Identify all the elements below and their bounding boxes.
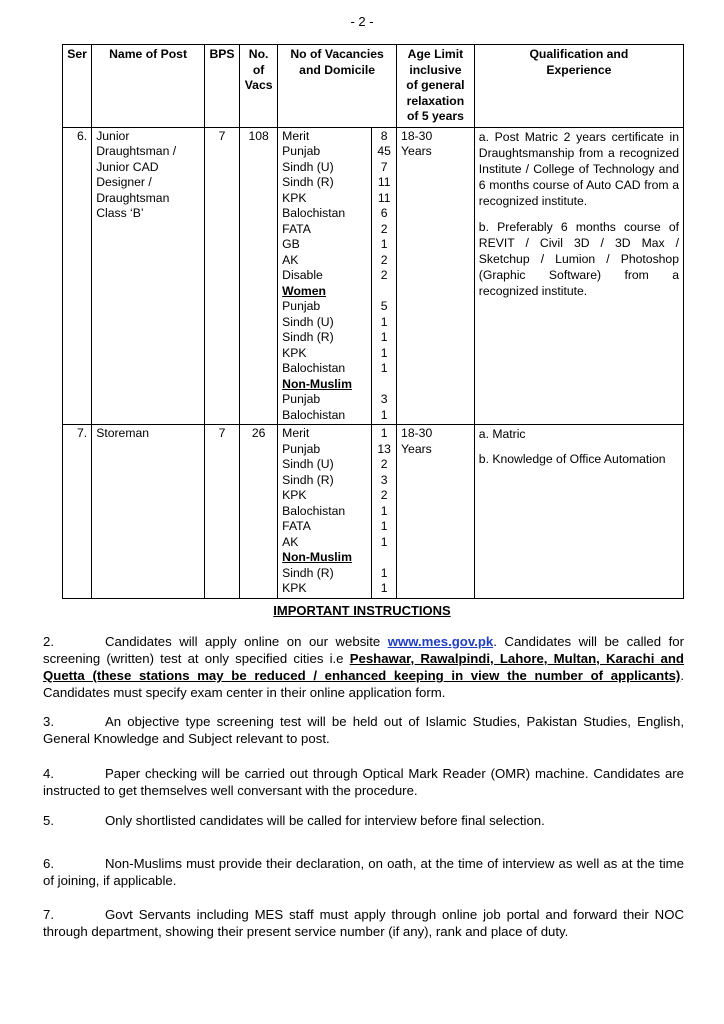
qualification-item: a. Matric (478, 427, 526, 441)
domicile-count: 5 (380, 299, 388, 313)
domicile-count: 1 (380, 345, 388, 360)
domicile-label: Sindh (R) (282, 565, 334, 580)
header-ser: Ser (63, 45, 92, 128)
cell-qualification (474, 127, 683, 425)
qualification-item: b. Knowledge of Office Automation (478, 452, 666, 467)
cell-bps: 7 (204, 425, 239, 599)
domicile-count (376, 550, 392, 566)
domicile-label: Sindh (R) (282, 175, 334, 189)
domicile-label: AK (282, 252, 299, 267)
domicile-count: 1 (380, 237, 388, 251)
cell-domicile (278, 127, 372, 425)
vacancy-table (62, 44, 684, 599)
cell-age: 18-30 Years (397, 425, 475, 599)
cell-bps: 7 (204, 127, 239, 425)
cell-count (372, 127, 397, 425)
instructions-title: IMPORTANT INSTRUCTIONS (273, 603, 451, 618)
header-vacs: No. of Vacs (240, 45, 278, 128)
domicile-label: Sindh (U) (282, 159, 334, 174)
instruction-6: 6. Non-Muslims must provide their declaration, on oath, at the time of interview as well as at the time of joining, if applicable. (43, 856, 684, 888)
domicile-count: 1 (380, 519, 388, 533)
cell-vacs: 26 (240, 425, 278, 599)
domicile-label: Balochistan (282, 503, 346, 518)
cell-domicile (278, 425, 372, 599)
domicile-count: 2 (380, 268, 388, 282)
domicile-label: Non-Muslim (282, 376, 352, 391)
website-link[interactable]: www.mes.gov.pk (387, 634, 494, 649)
domicile-label: FATA (282, 221, 311, 236)
domicile-count: 1 (380, 361, 388, 375)
domicile-count: 1 (380, 407, 388, 422)
domicile-label: Balochistan (282, 407, 346, 422)
qualification-item: a. Post Matric 2 years certificate in Draughtsmanship from a recognized Institute / College of Technology and 6 months course of Auto CAD from a recognized institute. (478, 129, 679, 209)
domicile-count: 3 (380, 392, 388, 406)
domicile-count: 11 (377, 190, 391, 205)
domicile-count: 2 (380, 252, 388, 267)
cell-ser: 6. (63, 127, 92, 425)
domicile-label: KPK (282, 581, 307, 595)
domicile-label: Punjab (282, 392, 321, 406)
instruction-4: 4. Paper checking will be carried out through Optical Mark Reader (OMR) machine. Candidates are instructed to get themselves well conversant with the procedure. (43, 766, 684, 798)
domicile-count: 45 (377, 144, 391, 158)
cell-qualification (474, 425, 683, 599)
domicile-count: 1 (380, 426, 388, 440)
table-row (63, 425, 684, 599)
domicile-label: Non-Muslim (282, 550, 352, 564)
header-qualification: Qualification and Experience (474, 45, 683, 128)
domicile-label: Balochistan (282, 361, 346, 375)
domicile-label: Merit (282, 426, 310, 440)
domicile-count: 1 (380, 565, 388, 580)
header-post: Name of Post (92, 45, 205, 128)
domicile-count: 13 (377, 441, 391, 456)
header-domicile: No of Vacancies and Domicile (278, 45, 397, 128)
domicile-label: Merit (282, 128, 310, 143)
cell-vacs: 108 (240, 127, 278, 425)
domicile-label: Punjab (282, 144, 321, 158)
instruction-3: 3. An objective type screening test will be held out of Islamic Studies, Pakistan Studies, English, General Knowledge and Subject relevant to post. (43, 714, 684, 746)
domicile-count: 8 (380, 128, 388, 143)
domicile-count: 2 (380, 457, 388, 471)
domicile-label: FATA (282, 519, 311, 533)
domicile-count: 1 (380, 581, 388, 595)
domicile-count: 2 (380, 488, 388, 502)
domicile-label: KPK (282, 345, 307, 360)
domicile-label: KPK (282, 190, 307, 205)
page-number: - 2 - (350, 14, 374, 29)
domicile-label: Sindh (U) (282, 457, 334, 471)
domicile-label: Sindh (R) (282, 330, 334, 344)
domicile-label: Sindh (R) (282, 472, 334, 487)
domicile-count: 11 (377, 175, 391, 189)
domicile-count: 3 (380, 472, 388, 487)
cell-post: Storeman (92, 425, 205, 599)
domicile-label: Women (282, 283, 326, 298)
cell-count (372, 425, 397, 599)
domicile-count (376, 377, 392, 393)
domicile-count: 1 (380, 503, 388, 518)
qualification-item: b. Preferably 6 months course of REVIT / Civil 3D / 3D Max / Sketchup / Lumion / Photoshop (Graphic Software) from a recognized institute. (478, 219, 679, 299)
domicile-label: Disable (282, 268, 323, 282)
domicile-label: Punjab (282, 299, 321, 313)
cell-age: 18-30 Years (397, 127, 475, 425)
instruction-2: 2. Candidates will apply online on our website www.mes.gov.pk. Candidates will be called for screening (written) test at only specified cities i.e Peshawar, Rawalpindi, Lahore, Multan, Karachi and Quetta (these stations may be reduced / enhanced keeping in view the number of applicants). Candidates must specify exam center in their online application form. (43, 634, 684, 700)
cell-post: Junior Draughtsman / Junior CAD Designer / Draughtsman Class ‘B’ (92, 127, 205, 425)
domicile-count: 2 (380, 221, 388, 236)
header-bps: BPS (204, 45, 239, 128)
domicile-label: AK (282, 534, 299, 549)
domicile-label: Punjab (282, 441, 321, 456)
instruction-5: 5. Only shortlisted candidates will be called for interview before final selection. (43, 813, 545, 828)
cell-ser: 7. (63, 425, 92, 599)
domicile-label: KPK (282, 488, 307, 502)
domicile-count: 1 (380, 534, 388, 549)
table-row (63, 127, 684, 425)
domicile-count: 7 (380, 159, 388, 174)
table-header-row (63, 45, 684, 128)
domicile-label: GB (282, 237, 300, 251)
domicile-label: Balochistan (282, 206, 346, 220)
domicile-count: 1 (380, 330, 388, 344)
domicile-count: 1 (380, 314, 388, 329)
domicile-count: 6 (380, 206, 388, 220)
exam-cities: Peshawar, Rawalpindi, Lahore, Multan, Karachi and Quetta (these stations may be reduced / enhanced keeping in view the number of applicants) (43, 651, 684, 683)
instruction-7: 7. Govt Servants including MES staff must apply through online job portal and forward their NOC through department, showing their present service number (if any), rank and place of duty. (43, 907, 684, 939)
domicile-label: Sindh (U) (282, 314, 334, 329)
domicile-count (376, 284, 392, 300)
header-age: Age Limit inclusive of general relaxation of 5 years (397, 45, 475, 128)
